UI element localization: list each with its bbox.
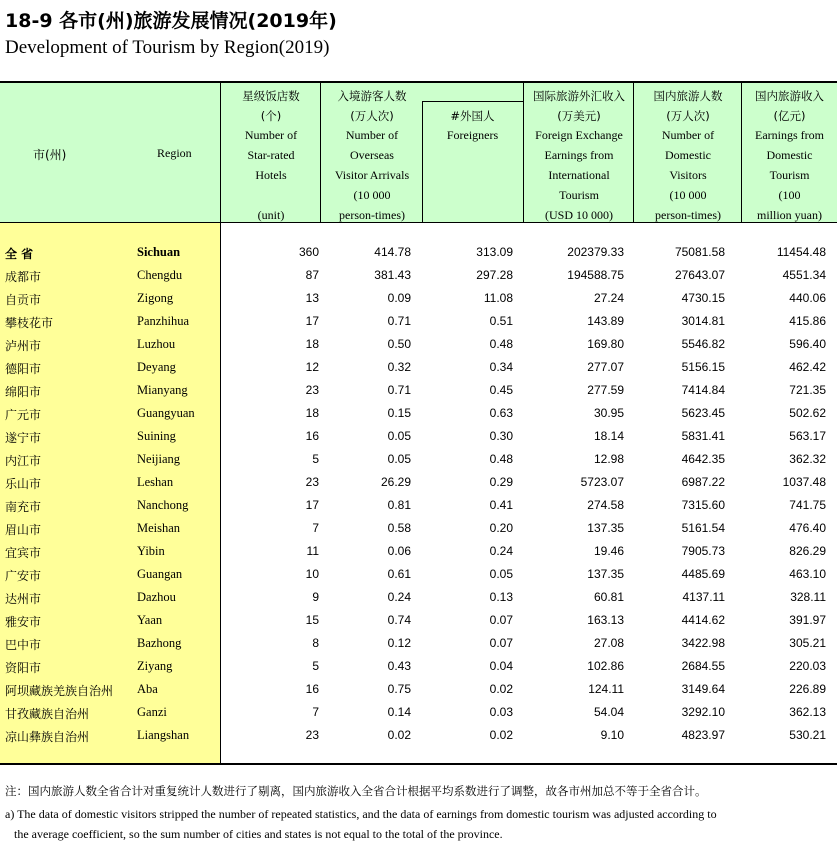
cell-domestic: 5156.15 [681, 360, 725, 374]
cell-foreigners: 0.41 [489, 498, 513, 512]
header-foreigners-line: #外国人 [450, 109, 495, 123]
cell-overseas: 0.75 [387, 682, 411, 696]
cell-earnings: 596.40 [789, 337, 826, 351]
cell-foreigners: 0.02 [489, 682, 513, 696]
row-region-cn: 广安市 [5, 569, 42, 583]
header-overseas-line: Visitor Arrivals [334, 168, 410, 182]
cell-foreigners: 0.07 [489, 613, 513, 627]
table-row [0, 333, 837, 356]
cell-domestic: 2684.55 [681, 659, 725, 673]
cell-fx: 169.80 [587, 337, 624, 351]
note-en-line2: the average coefficient, so the sum number of cities and states is not equal to the total of the province. [14, 827, 503, 841]
row-region-cn: 自贡市 [5, 293, 42, 307]
cell-domestic: 4485.69 [681, 567, 725, 581]
cell-domestic: 6987.22 [681, 475, 725, 489]
cell-hotels: 18 [305, 337, 319, 351]
cell-overseas: 0.15 [387, 406, 411, 420]
cell-hotels: 360 [298, 245, 319, 259]
header-region-en: Region [157, 146, 192, 160]
row-region-en: Yibin [137, 544, 165, 558]
row-region-cn: 全 省 [5, 247, 34, 261]
header-overseas-line: Number of [345, 128, 399, 142]
cell-overseas: 0.43 [387, 659, 411, 673]
row-region-cn: 雅安市 [5, 615, 42, 629]
page-title-en: Development of Tourism by Region(2019) [5, 37, 330, 58]
table-row [0, 540, 837, 563]
header-foreigners-line: Foreigners [446, 128, 499, 142]
header-city-cn: 市(州) [33, 148, 67, 162]
row-region-cn: 攀枝花市 [5, 316, 54, 330]
header-domestic-line: Visitors [669, 168, 707, 182]
table-row [0, 379, 837, 402]
table-row [0, 425, 837, 448]
cell-overseas: 0.74 [387, 613, 411, 627]
header-fx-line: (万美元) [557, 109, 601, 123]
row-region-cn: 达州市 [5, 592, 42, 606]
cell-earnings: 362.13 [789, 705, 826, 719]
row-region-cn: 甘孜藏族自治州 [5, 707, 90, 721]
cell-hotels: 17 [305, 498, 319, 512]
row-region-cn: 巴中市 [5, 638, 42, 652]
header-overseas-line: person-times) [339, 208, 405, 222]
cell-domestic: 3422.98 [681, 636, 725, 650]
note-cn: 注：国内旅游人数全省合计对重复统计人数进行了剔离，国内旅游收入全省合计根据平均系数进行了调整，故各市州加总不等于全省合计。 [5, 784, 707, 798]
table-row [0, 563, 837, 586]
row-region-en: Luzhou [137, 337, 176, 351]
cell-fx: 274.58 [587, 498, 624, 512]
table-bottom-rule [0, 763, 837, 765]
cell-overseas: 0.32 [387, 360, 411, 374]
table-row [0, 241, 837, 264]
header-domestic-line: 国内旅游人数 [653, 89, 723, 103]
header-domestic-cell [633, 83, 742, 222]
cell-fx: 12.98 [593, 452, 624, 466]
table-row [0, 724, 837, 747]
cell-overseas: 0.02 [387, 728, 411, 742]
cell-foreigners: 0.24 [489, 544, 513, 558]
cell-hotels: 16 [305, 682, 319, 696]
cell-foreigners: 0.29 [489, 475, 513, 489]
row-region-en: Dazhou [137, 590, 176, 604]
header-hotels-cell [220, 83, 321, 222]
cell-earnings: 391.97 [789, 613, 826, 627]
cell-domestic: 5623.45 [681, 406, 725, 420]
row-region-en: Neijiang [137, 452, 181, 466]
cell-domestic: 4137.11 [682, 590, 725, 604]
header-domestic-line: Number of [661, 128, 715, 142]
cell-earnings: 1037.48 [782, 475, 826, 489]
row-region-en: Aba [137, 682, 158, 696]
cell-overseas: 0.58 [387, 521, 411, 535]
row-region-en: Liangshan [137, 728, 190, 742]
cell-domestic: 3292.10 [681, 705, 725, 719]
table-row [0, 287, 837, 310]
cell-earnings: 305.21 [789, 636, 826, 650]
cell-earnings: 11454.48 [776, 245, 826, 259]
row-region-en: Suining [137, 429, 176, 443]
table-row [0, 655, 837, 678]
header-foreigners-cell [422, 83, 523, 222]
cell-hotels: 17 [305, 314, 319, 328]
row-region-cn: 凉山彝族自治州 [5, 730, 90, 744]
cell-hotels: 5 [312, 659, 319, 673]
cell-fx: 277.59 [587, 383, 624, 397]
cell-fx: 5723.07 [580, 475, 624, 489]
table-row [0, 701, 837, 724]
cell-fx: 27.24 [593, 291, 624, 305]
row-region-en: Mianyang [137, 383, 188, 397]
header-earnings-line: Earnings from [755, 128, 824, 142]
cell-domestic: 4642.35 [681, 452, 725, 466]
cell-hotels: 5 [312, 452, 319, 466]
cell-domestic: 27643.07 [674, 268, 725, 282]
header-domestic-line: person-times) [655, 208, 721, 222]
cell-overseas: 0.71 [387, 383, 411, 397]
cell-fx: 19.46 [593, 544, 624, 558]
row-region-cn: 绵阳市 [5, 385, 42, 399]
cell-hotels: 23 [305, 383, 319, 397]
header-region-cell [0, 83, 221, 222]
cell-hotels: 12 [305, 360, 319, 374]
table-row [0, 448, 837, 471]
header-domestic-line: Domestic [665, 148, 711, 162]
cell-earnings: 415.86 [789, 314, 826, 328]
header-fx-line: Foreign Exchange [535, 128, 623, 142]
cell-fx: 102.86 [587, 659, 624, 673]
cell-fx: 143.89 [587, 314, 624, 328]
header-overseas-line: (万人次) [350, 109, 394, 123]
cell-domestic: 3149.64 [681, 682, 725, 696]
table-row [0, 310, 837, 333]
cell-hotels: 11 [306, 544, 319, 558]
header-earnings-line: million yuan) [757, 208, 822, 222]
row-region-en: Zigong [137, 291, 174, 305]
cell-foreigners: 313.09 [476, 245, 513, 259]
cell-overseas: 0.24 [387, 590, 411, 604]
cell-domestic: 5546.82 [681, 337, 725, 351]
header-fx-line: Tourism [559, 188, 599, 202]
cell-domestic: 7905.73 [681, 544, 725, 558]
header-domestic-line: (10 000 [669, 188, 707, 202]
cell-hotels: 16 [305, 429, 319, 443]
cell-domestic: 7414.84 [681, 383, 725, 397]
row-region-en: Leshan [137, 475, 174, 489]
row-region-cn: 宜宾市 [5, 546, 42, 560]
cell-hotels: 23 [305, 728, 319, 742]
cell-overseas: 0.81 [387, 498, 411, 512]
cell-fx: 30.95 [593, 406, 624, 420]
cell-earnings: 530.21 [789, 728, 826, 742]
row-region-cn: 德阳市 [5, 362, 42, 376]
row-region-en: Yaan [137, 613, 163, 627]
header-hotels-line: (unit) [257, 208, 285, 222]
cell-hotels: 18 [305, 406, 319, 420]
row-region-en: Guangyuan [137, 406, 195, 420]
cell-earnings: 220.03 [789, 659, 826, 673]
cell-earnings: 440.06 [789, 291, 826, 305]
cell-domestic: 5831.41 [681, 429, 725, 443]
cell-overseas: 0.06 [387, 544, 411, 558]
cell-earnings: 563.17 [789, 429, 826, 443]
cell-foreigners: 0.48 [489, 337, 513, 351]
table-row [0, 402, 837, 425]
cell-overseas: 0.14 [387, 705, 411, 719]
cell-earnings: 328.11 [790, 590, 826, 604]
cell-hotels: 23 [305, 475, 319, 489]
row-region-cn: 内江市 [5, 454, 42, 468]
row-region-cn: 遂宁市 [5, 431, 42, 445]
cell-overseas: 381.43 [374, 268, 411, 282]
cell-foreigners: 11.08 [483, 291, 513, 305]
cell-fx: 137.35 [587, 521, 624, 535]
header-earnings-line: 国内旅游收入 [755, 89, 824, 103]
table-row [0, 609, 837, 632]
cell-fx: 54.04 [593, 705, 624, 719]
cell-overseas: 414.78 [374, 245, 411, 259]
row-region-en: Meishan [137, 521, 181, 535]
cell-earnings: 4551.34 [782, 268, 826, 282]
cell-overseas: 26.29 [380, 475, 411, 489]
header-earnings-line: (亿元) [773, 109, 806, 123]
header-hotels-line: (个) [260, 109, 282, 123]
note-en-line1: a) The data of domestic visitors stripped the number of repeated statistics, and the data of earnings from domestic tourism was adjusted according to [5, 807, 717, 821]
cell-overseas: 0.50 [387, 337, 411, 351]
cell-fx: 124.11 [588, 682, 624, 696]
header-fx-cell [523, 83, 634, 222]
cell-earnings: 463.10 [789, 567, 826, 581]
cell-earnings: 226.89 [789, 682, 826, 696]
cell-hotels: 8 [312, 636, 319, 650]
cell-overseas: 0.71 [387, 314, 411, 328]
row-region-en: Panzhihua [137, 314, 190, 328]
header-overseas-line: Overseas [350, 148, 394, 162]
cell-overseas: 0.12 [387, 636, 411, 650]
cell-foreigners: 0.63 [489, 406, 513, 420]
table-row [0, 632, 837, 655]
cell-fx: 60.81 [593, 590, 624, 604]
row-region-cn: 阿坝藏族羌族自治州 [5, 684, 114, 698]
cell-hotels: 10 [305, 567, 319, 581]
header-earnings-cell [741, 83, 837, 222]
cell-overseas: 0.09 [387, 291, 411, 305]
table-row [0, 356, 837, 379]
cell-earnings: 462.42 [789, 360, 826, 374]
row-region-en: Deyang [137, 360, 176, 374]
cell-hotels: 7 [312, 705, 319, 719]
header-fx-line: International [548, 168, 610, 182]
cell-foreigners: 0.51 [489, 314, 513, 328]
cell-earnings: 721.35 [789, 383, 826, 397]
cell-domestic: 7315.60 [681, 498, 725, 512]
cell-domestic: 75081.58 [674, 245, 725, 259]
table-row [0, 517, 837, 540]
row-region-cn: 乐山市 [5, 477, 42, 491]
cell-earnings: 502.62 [789, 406, 826, 420]
row-region-en: Guangan [137, 567, 183, 581]
cell-fx: 163.13 [587, 613, 624, 627]
table-row [0, 471, 837, 494]
header-fx-line: (USD 10 000) [545, 208, 613, 222]
row-region-cn: 成都市 [5, 270, 42, 284]
cell-hotels: 7 [312, 521, 319, 535]
row-region-cn: 南充市 [5, 500, 42, 514]
header-earnings-line: (100 [778, 188, 801, 202]
header-domestic-line: (万人次) [666, 109, 710, 123]
cell-hotels: 9 [312, 590, 319, 604]
cell-hotels: 87 [305, 268, 319, 282]
row-region-en: Ziyang [137, 659, 173, 673]
cell-overseas: 0.05 [387, 429, 411, 443]
cell-fx: 202379.33 [567, 245, 624, 259]
cell-fx: 277.07 [587, 360, 624, 374]
row-region-en: Nanchong [137, 498, 189, 512]
cell-fx: 18.14 [593, 429, 624, 443]
table-header [0, 83, 837, 222]
header-overseas-cell [320, 83, 423, 222]
header-fx-line: Earnings from [544, 148, 614, 162]
cell-foreigners: 0.05 [489, 567, 513, 581]
header-hotels-line: 星级饭店数 [242, 89, 300, 103]
cell-foreigners: 0.04 [489, 659, 513, 673]
cell-domestic: 4414.62 [681, 613, 725, 627]
row-region-en: Bazhong [137, 636, 182, 650]
header-overseas-line: 入境游客人数 [337, 89, 407, 103]
row-region-en: Ganzi [137, 705, 167, 719]
table-row [0, 264, 837, 287]
cell-earnings: 362.32 [789, 452, 826, 466]
cell-fx: 9.10 [600, 728, 624, 742]
header-fx-line: 国际旅游外汇收入 [533, 89, 625, 103]
cell-foreigners: 0.48 [489, 452, 513, 466]
header-earnings-line: Domestic [766, 148, 813, 162]
row-region-cn: 眉山市 [5, 523, 42, 537]
cell-earnings: 741.75 [789, 498, 826, 512]
cell-domestic: 3014.81 [681, 314, 725, 328]
row-region-cn: 广元市 [5, 408, 42, 422]
table-row [0, 494, 837, 517]
cell-overseas: 0.61 [387, 567, 411, 581]
header-hotels-line: Number of [244, 128, 298, 142]
cell-domestic: 4730.15 [681, 291, 725, 305]
page-title-cn: 18-9 各市(州)旅游发展情况(2019年) [5, 10, 337, 32]
cell-foreigners: 0.07 [489, 636, 513, 650]
cell-earnings: 476.40 [789, 521, 826, 535]
header-earnings-line: Tourism [769, 168, 810, 182]
cell-fx: 194588.75 [567, 268, 624, 282]
row-region-cn: 泸州市 [5, 339, 42, 353]
row-region-cn: 资阳市 [5, 661, 42, 675]
cell-fx: 27.08 [593, 636, 624, 650]
row-region-en: Sichuan [137, 245, 181, 259]
cell-foreigners: 0.30 [489, 429, 513, 443]
table-row [0, 586, 837, 609]
cell-foreigners: 0.45 [489, 383, 513, 397]
header-hotels-line: Hotels [255, 168, 287, 182]
cell-foreigners: 0.02 [489, 728, 513, 742]
header-hotels-line: Star-rated [247, 148, 295, 162]
cell-foreigners: 0.34 [489, 360, 513, 374]
cell-foreigners: 0.20 [489, 521, 513, 535]
row-region-en: Chengdu [137, 268, 183, 282]
cell-foreigners: 0.03 [489, 705, 513, 719]
cell-foreigners: 297.28 [476, 268, 513, 282]
cell-hotels: 15 [305, 613, 319, 627]
header-overseas-line: (10 000 [353, 188, 391, 202]
cell-domestic: 5161.54 [681, 521, 725, 535]
cell-earnings: 826.29 [789, 544, 826, 558]
cell-foreigners: 0.13 [489, 590, 513, 604]
cell-fx: 137.35 [587, 567, 624, 581]
cell-domestic: 4823.97 [681, 728, 725, 742]
table-row [0, 678, 837, 701]
cell-overseas: 0.05 [387, 452, 411, 466]
cell-hotels: 13 [305, 291, 319, 305]
